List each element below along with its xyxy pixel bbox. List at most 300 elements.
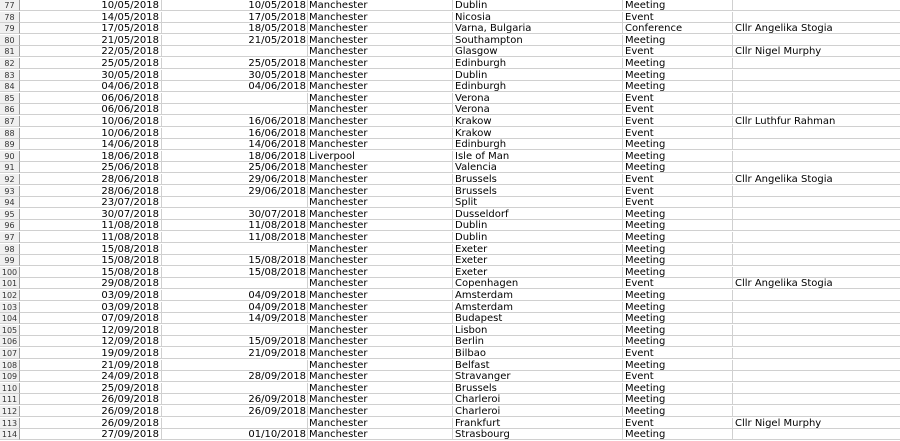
cell-attendee[interactable]: Cllr Angelika Stogia — [733, 278, 900, 289]
cell-start-date[interactable]: 15/08/2018 — [20, 244, 162, 255]
table-row — [0, 128, 900, 140]
cell-end-date[interactable]: 15/09/2018 — [162, 336, 308, 347]
row-header[interactable]: 110 — [0, 383, 20, 394]
cell-destination[interactable]: Varna, Bulgaria — [453, 23, 623, 34]
cell-end-date[interactable]: 16/06/2018 — [162, 116, 308, 127]
cell-end-date[interactable]: 26/09/2018 — [162, 394, 308, 405]
cell-destination[interactable]: Nicosia — [453, 12, 623, 23]
cell-type[interactable]: Meeting — [623, 58, 733, 69]
cell-origin[interactable]: Manchester — [308, 139, 453, 150]
table-row — [0, 116, 900, 128]
cell-attendee[interactable] — [733, 220, 900, 231]
cell-type[interactable]: Meeting — [623, 360, 733, 371]
row-header[interactable]: 84 — [0, 81, 20, 92]
cell-origin[interactable]: Manchester — [308, 220, 453, 231]
cell-attendee[interactable] — [733, 302, 900, 313]
row-header[interactable]: 86 — [0, 104, 20, 115]
row-header[interactable]: 94 — [0, 197, 20, 208]
cell-type[interactable]: Meeting — [623, 267, 733, 278]
cell-type[interactable]: Meeting — [623, 151, 733, 162]
cell-end-date[interactable]: 04/09/2018 — [162, 302, 308, 313]
cell-type[interactable]: Event — [623, 104, 733, 115]
cell-end-date[interactable]: 28/09/2018 — [162, 371, 308, 382]
row-header[interactable]: 88 — [0, 128, 20, 139]
cell-end-date[interactable] — [162, 383, 308, 394]
cell-origin[interactable]: Manchester — [308, 93, 453, 104]
cell-attendee[interactable] — [733, 371, 900, 382]
cell-end-date[interactable] — [162, 418, 308, 429]
cell-end-date[interactable]: 30/07/2018 — [162, 209, 308, 220]
row-header[interactable]: 114 — [0, 429, 20, 440]
cell-destination[interactable]: Krakow — [453, 128, 623, 139]
row-header[interactable]: 85 — [0, 93, 20, 104]
table-row — [0, 406, 900, 418]
cell-attendee[interactable]: Cllr Angelika Stogia — [733, 174, 900, 185]
cell-origin[interactable]: Manchester — [308, 232, 453, 243]
row-header[interactable]: 81 — [0, 46, 20, 57]
cell-attendee[interactable] — [733, 139, 900, 150]
cell-start-date[interactable]: 14/05/2018 — [20, 12, 162, 23]
cell-start-date[interactable]: 28/06/2018 — [20, 174, 162, 185]
cell-end-date[interactable]: 18/06/2018 — [162, 151, 308, 162]
cell-attendee[interactable]: Cllr Nigel Murphy — [733, 418, 900, 429]
cell-attendee[interactable] — [733, 0, 900, 11]
cell-end-date[interactable] — [162, 104, 308, 115]
cell-origin[interactable]: Manchester — [308, 313, 453, 324]
cell-type[interactable]: Event — [623, 12, 733, 23]
row-header[interactable]: 90 — [0, 151, 20, 162]
cell-start-date[interactable]: 14/06/2018 — [20, 139, 162, 150]
cell-type[interactable]: Meeting — [623, 290, 733, 301]
cell-start-date[interactable]: 07/09/2018 — [20, 313, 162, 324]
cell-attendee[interactable] — [733, 93, 900, 104]
cell-destination[interactable]: Strasbourg — [453, 429, 623, 440]
cell-origin[interactable]: Manchester — [308, 128, 453, 139]
cell-origin[interactable]: Manchester — [308, 255, 453, 266]
cell-attendee[interactable] — [733, 255, 900, 266]
row-header[interactable]: 97 — [0, 232, 20, 243]
cell-end-date[interactable]: 26/09/2018 — [162, 406, 308, 417]
cell-end-date[interactable]: 25/05/2018 — [162, 58, 308, 69]
cell-start-date[interactable]: 26/09/2018 — [20, 406, 162, 417]
cell-end-date[interactable]: 21/05/2018 — [162, 35, 308, 46]
cell-end-date[interactable] — [162, 360, 308, 371]
cell-destination[interactable]: Edinburgh — [453, 58, 623, 69]
table-row — [0, 35, 900, 47]
cell-attendee[interactable] — [733, 128, 900, 139]
cell-start-date[interactable]: 26/09/2018 — [20, 394, 162, 405]
cell-type[interactable]: Meeting — [623, 302, 733, 313]
cell-destination[interactable]: Frankfurt — [453, 418, 623, 429]
cell-destination[interactable]: Verona — [453, 104, 623, 115]
cell-end-date[interactable]: 17/05/2018 — [162, 12, 308, 23]
cell-destination[interactable]: Berlin — [453, 336, 623, 347]
cell-origin[interactable]: Manchester — [308, 360, 453, 371]
table-row — [0, 383, 900, 395]
cell-origin[interactable]: Manchester — [308, 406, 453, 417]
cell-type[interactable]: Event — [623, 348, 733, 359]
cell-start-date[interactable]: 25/09/2018 — [20, 383, 162, 394]
cell-start-date[interactable]: 12/09/2018 — [20, 325, 162, 336]
row-header[interactable]: 102 — [0, 290, 20, 301]
cell-type[interactable]: Meeting — [623, 244, 733, 255]
cell-destination[interactable]: Dublin — [453, 0, 623, 11]
cell-destination[interactable]: Charleroi — [453, 406, 623, 417]
cell-destination[interactable]: Copenhagen — [453, 278, 623, 289]
cell-destination[interactable]: Edinburgh — [453, 81, 623, 92]
cell-destination[interactable]: Krakow — [453, 116, 623, 127]
cell-end-date[interactable]: 11/08/2018 — [162, 232, 308, 243]
cell-start-date[interactable]: 26/09/2018 — [20, 418, 162, 429]
table-row — [0, 232, 900, 244]
cell-type[interactable]: Meeting — [623, 383, 733, 394]
cell-type[interactable]: Event — [623, 197, 733, 208]
cell-type[interactable]: Meeting — [623, 35, 733, 46]
cell-start-date[interactable]: 18/06/2018 — [20, 151, 162, 162]
cell-start-date[interactable]: 24/09/2018 — [20, 371, 162, 382]
cell-origin[interactable]: Manchester — [308, 418, 453, 429]
cell-start-date[interactable]: 03/09/2018 — [20, 290, 162, 301]
cell-origin[interactable]: Manchester — [308, 348, 453, 359]
row-header[interactable]: 89 — [0, 139, 20, 150]
row-header[interactable]: 104 — [0, 313, 20, 324]
cell-end-date[interactable]: 14/09/2018 — [162, 313, 308, 324]
cell-origin[interactable]: Manchester — [308, 336, 453, 347]
cell-end-date[interactable]: 25/06/2018 — [162, 162, 308, 173]
cell-origin[interactable]: Manchester — [308, 162, 453, 173]
cell-start-date[interactable]: 30/07/2018 — [20, 209, 162, 220]
cell-origin[interactable]: Manchester — [308, 290, 453, 301]
cell-type[interactable]: Event — [623, 128, 733, 139]
cell-attendee[interactable] — [733, 186, 900, 197]
cell-end-date[interactable] — [162, 197, 308, 208]
cell-start-date[interactable]: 25/05/2018 — [20, 58, 162, 69]
cell-origin[interactable]: Manchester — [308, 81, 453, 92]
cell-start-date[interactable]: 21/05/2018 — [20, 35, 162, 46]
cell-origin[interactable]: Manchester — [308, 394, 453, 405]
cell-start-date[interactable]: 10/05/2018 — [20, 0, 162, 11]
row-header[interactable]: 91 — [0, 162, 20, 173]
table-row — [0, 255, 900, 267]
cell-origin[interactable]: Liverpool — [308, 151, 453, 162]
cell-destination[interactable]: Brussels — [453, 186, 623, 197]
cell-type[interactable]: Meeting — [623, 336, 733, 347]
cell-start-date[interactable]: 27/09/2018 — [20, 429, 162, 440]
row-header[interactable]: 106 — [0, 336, 20, 347]
cell-attendee[interactable] — [733, 12, 900, 23]
cell-attendee[interactable] — [733, 81, 900, 92]
cell-origin[interactable]: Manchester — [308, 12, 453, 23]
cell-type[interactable]: Meeting — [623, 325, 733, 336]
cell-origin[interactable]: Manchester — [308, 23, 453, 34]
cell-start-date[interactable]: 15/08/2018 — [20, 255, 162, 266]
cell-type[interactable]: Conference — [623, 23, 733, 34]
cell-type[interactable]: Meeting — [623, 429, 733, 440]
cell-type[interactable]: Meeting — [623, 162, 733, 173]
cell-origin[interactable]: Manchester — [308, 278, 453, 289]
table-row — [0, 244, 900, 256]
cell-start-date[interactable]: 03/09/2018 — [20, 302, 162, 313]
row-header[interactable]: 112 — [0, 406, 20, 417]
cell-end-date[interactable]: 16/06/2018 — [162, 128, 308, 139]
cell-end-date[interactable]: 30/05/2018 — [162, 70, 308, 81]
cell-attendee[interactable] — [733, 162, 900, 173]
cell-start-date[interactable]: 25/06/2018 — [20, 162, 162, 173]
cell-origin[interactable]: Manchester — [308, 429, 453, 440]
cell-attendee[interactable] — [733, 197, 900, 208]
cell-destination[interactable]: Dublin — [453, 70, 623, 81]
cell-origin[interactable]: Manchester — [308, 35, 453, 46]
cell-attendee[interactable] — [733, 151, 900, 162]
cell-start-date[interactable]: 10/06/2018 — [20, 116, 162, 127]
table-row — [0, 197, 900, 209]
row-header[interactable]: 92 — [0, 174, 20, 185]
cell-start-date[interactable]: 06/06/2018 — [20, 93, 162, 104]
cell-attendee[interactable] — [733, 58, 900, 69]
cell-origin[interactable]: Manchester — [308, 58, 453, 69]
cell-end-date[interactable]: 15/08/2018 — [162, 255, 308, 266]
row-header[interactable]: 80 — [0, 35, 20, 46]
cell-origin[interactable]: Manchester — [308, 244, 453, 255]
row-header[interactable]: 103 — [0, 302, 20, 313]
table-row — [0, 348, 900, 360]
cell-type[interactable]: Event — [623, 46, 733, 57]
cell-destination[interactable]: Exeter — [453, 255, 623, 266]
cell-attendee[interactable] — [733, 383, 900, 394]
cell-end-date[interactable]: 29/06/2018 — [162, 174, 308, 185]
cell-destination[interactable]: Amsterdam — [453, 290, 623, 301]
cell-origin[interactable]: Manchester — [308, 174, 453, 185]
row-header[interactable]: 95 — [0, 209, 20, 220]
cell-destination[interactable]: Edinburgh — [453, 139, 623, 150]
cell-end-date[interactable]: 10/05/2018 — [162, 0, 308, 11]
cell-attendee[interactable] — [733, 70, 900, 81]
table-row — [0, 278, 900, 290]
cell-attendee[interactable] — [733, 313, 900, 324]
cell-attendee[interactable] — [733, 406, 900, 417]
cell-destination[interactable]: Charleroi — [453, 394, 623, 405]
cell-attendee[interactable] — [733, 348, 900, 359]
cell-type[interactable]: Meeting — [623, 255, 733, 266]
table-row — [0, 23, 900, 35]
table-row — [0, 360, 900, 372]
cell-type[interactable]: Meeting — [623, 209, 733, 220]
cell-destination[interactable]: Stravanger — [453, 371, 623, 382]
table-row — [0, 336, 900, 348]
row-header[interactable]: 96 — [0, 220, 20, 231]
table-row — [0, 302, 900, 314]
cell-destination[interactable]: Lisbon — [453, 325, 623, 336]
cell-start-date[interactable]: 12/09/2018 — [20, 336, 162, 347]
cell-destination[interactable]: Dusseldorf — [453, 209, 623, 220]
table-row — [0, 220, 900, 232]
cell-end-date[interactable]: 14/06/2018 — [162, 139, 308, 150]
cell-start-date[interactable]: 21/09/2018 — [20, 360, 162, 371]
table-row — [0, 81, 900, 93]
cell-end-date[interactable] — [162, 278, 308, 289]
table-row — [0, 267, 900, 279]
table-row — [0, 46, 900, 58]
cell-destination[interactable]: Bilbao — [453, 348, 623, 359]
cell-start-date[interactable]: 19/09/2018 — [20, 348, 162, 359]
cell-origin[interactable]: Manchester — [308, 104, 453, 115]
cell-type[interactable]: Event — [623, 174, 733, 185]
cell-type[interactable]: Meeting — [623, 81, 733, 92]
cell-attendee[interactable] — [733, 325, 900, 336]
table-row — [0, 139, 900, 151]
cell-attendee[interactable] — [733, 336, 900, 347]
cell-attendee[interactable] — [733, 267, 900, 278]
cell-destination[interactable]: Amsterdam — [453, 302, 623, 313]
cell-destination[interactable]: Brussels — [453, 174, 623, 185]
cell-origin[interactable]: Manchester — [308, 325, 453, 336]
cell-origin[interactable]: Manchester — [308, 197, 453, 208]
cell-type[interactable]: Event — [623, 278, 733, 289]
row-header[interactable]: 108 — [0, 360, 20, 371]
table-row — [0, 70, 900, 82]
row-header[interactable]: 79 — [0, 23, 20, 34]
row-header[interactable]: 93 — [0, 186, 20, 197]
table-row — [0, 151, 900, 163]
row-header[interactable]: 87 — [0, 116, 20, 127]
cell-type[interactable]: Meeting — [623, 394, 733, 405]
cell-attendee[interactable] — [733, 104, 900, 115]
table-row — [0, 12, 900, 24]
row-header[interactable]: 77 — [0, 0, 20, 11]
table-row — [0, 325, 900, 337]
table-row — [0, 429, 900, 441]
row-header[interactable]: 105 — [0, 325, 20, 336]
cell-destination[interactable]: Valencia — [453, 162, 623, 173]
cell-origin[interactable]: Manchester — [308, 383, 453, 394]
table-row — [0, 174, 900, 186]
cell-end-date[interactable]: 04/09/2018 — [162, 290, 308, 301]
cell-end-date[interactable] — [162, 325, 308, 336]
row-header[interactable]: 101 — [0, 278, 20, 289]
cell-attendee[interactable]: Cllr Luthfur Rahman — [733, 116, 900, 127]
cell-type[interactable]: Meeting — [623, 70, 733, 81]
cell-type[interactable]: Event — [623, 186, 733, 197]
table-row — [0, 371, 900, 383]
cell-destination[interactable]: Isle of Man — [453, 151, 623, 162]
cell-type[interactable]: Meeting — [623, 0, 733, 11]
cell-start-date[interactable]: 30/05/2018 — [20, 70, 162, 81]
table-row — [0, 313, 900, 325]
cell-origin[interactable]: Manchester — [308, 302, 453, 313]
cell-destination[interactable]: Split — [453, 197, 623, 208]
row-header[interactable]: 78 — [0, 12, 20, 23]
cell-start-date[interactable]: 11/08/2018 — [20, 232, 162, 243]
table-row — [0, 162, 900, 174]
table-row — [0, 104, 900, 116]
cell-type[interactable]: Meeting — [623, 313, 733, 324]
row-header[interactable]: 83 — [0, 70, 20, 81]
cell-end-date[interactable]: 11/08/2018 — [162, 220, 308, 231]
cell-origin[interactable]: Manchester — [308, 267, 453, 278]
cell-end-date[interactable]: 21/09/2018 — [162, 348, 308, 359]
cell-start-date[interactable]: 11/08/2018 — [20, 220, 162, 231]
cell-destination[interactable]: Verona — [453, 93, 623, 104]
cell-attendee[interactable] — [733, 394, 900, 405]
cell-start-date[interactable]: 04/06/2018 — [20, 81, 162, 92]
cell-type[interactable]: Meeting — [623, 139, 733, 150]
cell-start-date[interactable]: 17/05/2018 — [20, 23, 162, 34]
cell-start-date[interactable]: 28/06/2018 — [20, 186, 162, 197]
cell-end-date[interactable] — [162, 93, 308, 104]
cell-origin[interactable]: Manchester — [308, 0, 453, 11]
cell-attendee[interactable] — [733, 360, 900, 371]
cell-end-date[interactable]: 18/05/2018 — [162, 23, 308, 34]
cell-type[interactable]: Meeting — [623, 232, 733, 243]
cell-start-date[interactable]: 22/05/2018 — [20, 46, 162, 57]
row-header[interactable]: 111 — [0, 394, 20, 405]
cell-destination[interactable]: Budapest — [453, 313, 623, 324]
cell-end-date[interactable] — [162, 244, 308, 255]
cell-start-date[interactable]: 06/06/2018 — [20, 104, 162, 115]
cell-start-date[interactable]: 23/07/2018 — [20, 197, 162, 208]
cell-end-date[interactable]: 01/10/2018 — [162, 429, 308, 440]
cell-destination[interactable]: Dublin — [453, 220, 623, 231]
cell-attendee[interactable]: Cllr Nigel Murphy — [733, 46, 900, 57]
cell-attendee[interactable] — [733, 290, 900, 301]
cell-attendee[interactable] — [733, 35, 900, 46]
table-row — [0, 186, 900, 198]
cell-origin[interactable]: Manchester — [308, 209, 453, 220]
table-row — [0, 93, 900, 105]
cell-origin[interactable]: Manchester — [308, 116, 453, 127]
cell-destination[interactable]: Glasgow — [453, 46, 623, 57]
cell-destination[interactable]: Southampton — [453, 35, 623, 46]
cell-origin[interactable]: Manchester — [308, 371, 453, 382]
cell-origin[interactable]: Manchester — [308, 46, 453, 57]
cell-end-date[interactable]: 15/08/2018 — [162, 267, 308, 278]
cell-type[interactable]: Event — [623, 116, 733, 127]
cell-type[interactable]: Event — [623, 93, 733, 104]
cell-end-date[interactable]: 04/06/2018 — [162, 81, 308, 92]
cell-start-date[interactable]: 29/08/2018 — [20, 278, 162, 289]
cell-destination[interactable]: Exeter — [453, 244, 623, 255]
cell-attendee[interactable] — [733, 244, 900, 255]
cell-attendee[interactable] — [733, 209, 900, 220]
row-header[interactable]: 100 — [0, 267, 20, 278]
cell-end-date[interactable]: 29/06/2018 — [162, 186, 308, 197]
cell-type[interactable]: Event — [623, 371, 733, 382]
row-header[interactable]: 98 — [0, 244, 20, 255]
cell-origin[interactable]: Manchester — [308, 186, 453, 197]
cell-destination[interactable]: Brussels — [453, 383, 623, 394]
cell-type[interactable]: Meeting — [623, 220, 733, 231]
row-header[interactable]: 107 — [0, 348, 20, 359]
row-header[interactable]: 82 — [0, 58, 20, 69]
row-header[interactable]: 113 — [0, 418, 20, 429]
table-row — [0, 394, 900, 406]
cell-type[interactable]: Meeting — [623, 406, 733, 417]
table-row — [0, 58, 900, 70]
cell-type[interactable]: Event — [623, 418, 733, 429]
cell-origin[interactable]: Manchester — [308, 70, 453, 81]
row-header[interactable]: 99 — [0, 255, 20, 266]
cell-end-date[interactable] — [162, 46, 308, 57]
cell-attendee[interactable]: Cllr Angelika Stogia — [733, 23, 900, 34]
cell-destination[interactable]: Dublin — [453, 232, 623, 243]
cell-start-date[interactable]: 15/08/2018 — [20, 267, 162, 278]
table-row — [0, 209, 900, 221]
cell-start-date[interactable]: 10/06/2018 — [20, 128, 162, 139]
row-header[interactable]: 109 — [0, 371, 20, 382]
cell-destination[interactable]: Exeter — [453, 267, 623, 278]
cell-destination[interactable]: Belfast — [453, 360, 623, 371]
cell-attendee[interactable] — [733, 232, 900, 243]
